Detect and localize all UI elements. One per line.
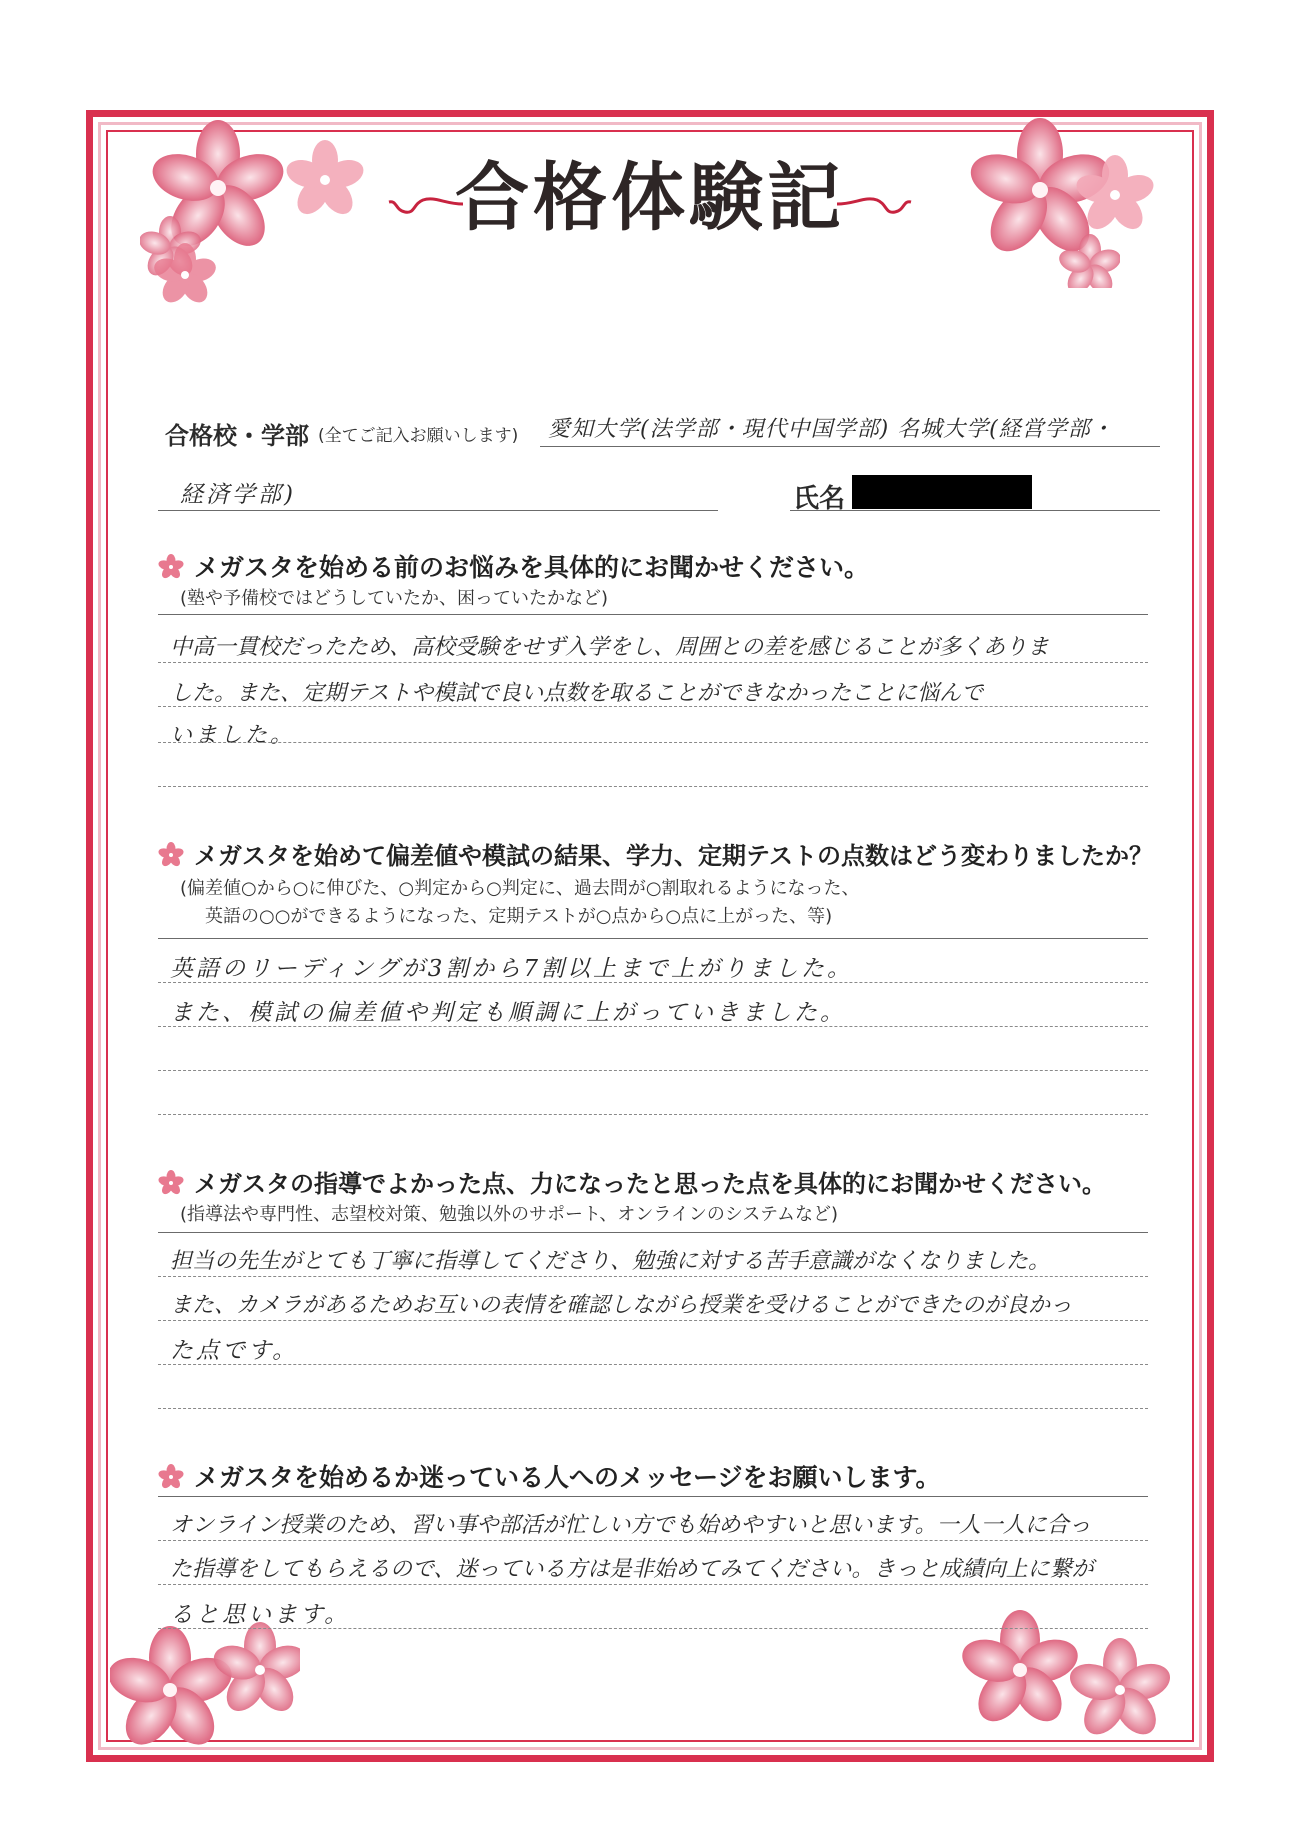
school-answer-line2: 経済学部) bbox=[180, 482, 296, 508]
q4-answer-line3: ると思います。 bbox=[170, 1602, 351, 1628]
q2-line-1 bbox=[158, 938, 1148, 939]
question-1-text: メガスタを始める前のお悩みを具体的にお聞かせください。 bbox=[194, 553, 870, 582]
question-3-text: メガスタの指導でよかった点、力になったと思った点を具体的にお聞かせください。 bbox=[194, 1170, 1106, 1198]
q1-answer-line3: いました。 bbox=[170, 723, 296, 748]
q4-line-2 bbox=[158, 1540, 1148, 1541]
q3-answer-line2: また、カメラがあるためお互いの表情を確認しながら授業を受けることができたのが良かっ bbox=[170, 1293, 1073, 1318]
question-2-heading bbox=[158, 836, 1153, 871]
school-note: (全てご記入お願いします) bbox=[318, 426, 519, 446]
question-1-note: (塾や予備校ではどうしていたか、困っていたかなど) bbox=[180, 588, 609, 609]
q2-line-4 bbox=[158, 1070, 1148, 1071]
school-label: 合格校・学部 bbox=[165, 422, 309, 450]
q4-answer-line2: た指導をしてもらえるので、迷っている方は是非始めてみてください。きっと成績向上に繋が bbox=[170, 1557, 1094, 1582]
q4-line-3 bbox=[158, 1584, 1148, 1585]
school-line-1 bbox=[540, 446, 1160, 447]
q1-line-2 bbox=[158, 662, 1148, 663]
blossom-top-left-small-icon bbox=[150, 240, 220, 310]
name-line bbox=[790, 510, 1160, 511]
question-2-text: メガスタを始めて偏差値や模試の結果、学力、定期テストの点数はどう変わりましたか？ bbox=[194, 842, 1154, 870]
q1-line-5 bbox=[158, 786, 1148, 787]
question-4-heading bbox=[158, 1458, 941, 1494]
question-1-heading bbox=[158, 548, 869, 584]
q3-line-4 bbox=[158, 1364, 1148, 1365]
question-4-text: メガスタを始めるか迷っている人へのメッセージをお願いします。 bbox=[194, 1463, 941, 1492]
q3-answer-line3: た点です。 bbox=[170, 1338, 299, 1364]
q2-line-5 bbox=[158, 1114, 1148, 1115]
q3-line-5 bbox=[158, 1408, 1148, 1409]
question-2-note-2: 英語の○○ができるようになった、定期テストが○点から○点に上がった、等) bbox=[205, 906, 833, 927]
q2-answer-line1: 英語のリーディングが3割から7割以上まで上がりました。 bbox=[170, 956, 853, 982]
question-2-note-1: (偏差値○から○に伸びた、○判定から○判定に、過去問が○割取れるようになった、 bbox=[180, 878, 860, 899]
school-answer-line1: 愛知大学(法学部・現代中国学部) 名城大学(経営学部・ bbox=[548, 417, 1114, 442]
q3-line-2 bbox=[158, 1276, 1148, 1277]
blossom-bottom-right-icon bbox=[960, 1590, 1180, 1750]
q2-line-3 bbox=[158, 1026, 1148, 1027]
name-redaction bbox=[852, 475, 1032, 509]
q2-answer-line2: また、模試の偏差値や判定も順調に上がっていきました。 bbox=[170, 1000, 846, 1026]
q4-answer-line1: オンライン授業のため、習い事や部活が忙しい方でも始めやすいと思います。一人一人に合っ bbox=[170, 1513, 1091, 1538]
q1-line-4 bbox=[158, 742, 1148, 743]
question-3-note: (指導法や専門性、志望校対策、勉強以外のサポート、オンラインのシステムなど) bbox=[180, 1204, 839, 1225]
question-3-heading bbox=[158, 1164, 1106, 1199]
inner-frame bbox=[106, 130, 1194, 1742]
q1-line-1 bbox=[158, 614, 1148, 615]
q4-line-1 bbox=[158, 1496, 1148, 1497]
q1-answer-line1: 中高一貫校だったため、高校受験をせず入学をし、周囲との差を感じることが多くありま bbox=[170, 635, 1050, 660]
flower-bullet-icon bbox=[158, 1170, 184, 1196]
q3-answer-line1: 担当の先生がとても丁寧に指導してくださり、勉強に対する苦手意識がなくなりました。 bbox=[170, 1249, 1051, 1274]
q1-answer-line2: した。また、定期テストや模試で良い点数を取ることができなかったことに悩んで bbox=[170, 681, 984, 706]
page-title: 合格体験記 bbox=[455, 155, 845, 241]
q4-line-4 bbox=[158, 1628, 1148, 1629]
title-area bbox=[0, 148, 1300, 248]
q3-line-1 bbox=[158, 1232, 1148, 1233]
school-line-2 bbox=[158, 510, 718, 511]
name-label: 氏名 bbox=[793, 484, 846, 514]
flower-bullet-icon bbox=[158, 1464, 184, 1490]
q2-line-2 bbox=[158, 982, 1148, 983]
q1-line-3 bbox=[158, 706, 1148, 707]
flower-bullet-icon bbox=[158, 842, 184, 868]
flower-bullet-icon bbox=[158, 554, 184, 580]
q3-line-3 bbox=[158, 1320, 1148, 1321]
